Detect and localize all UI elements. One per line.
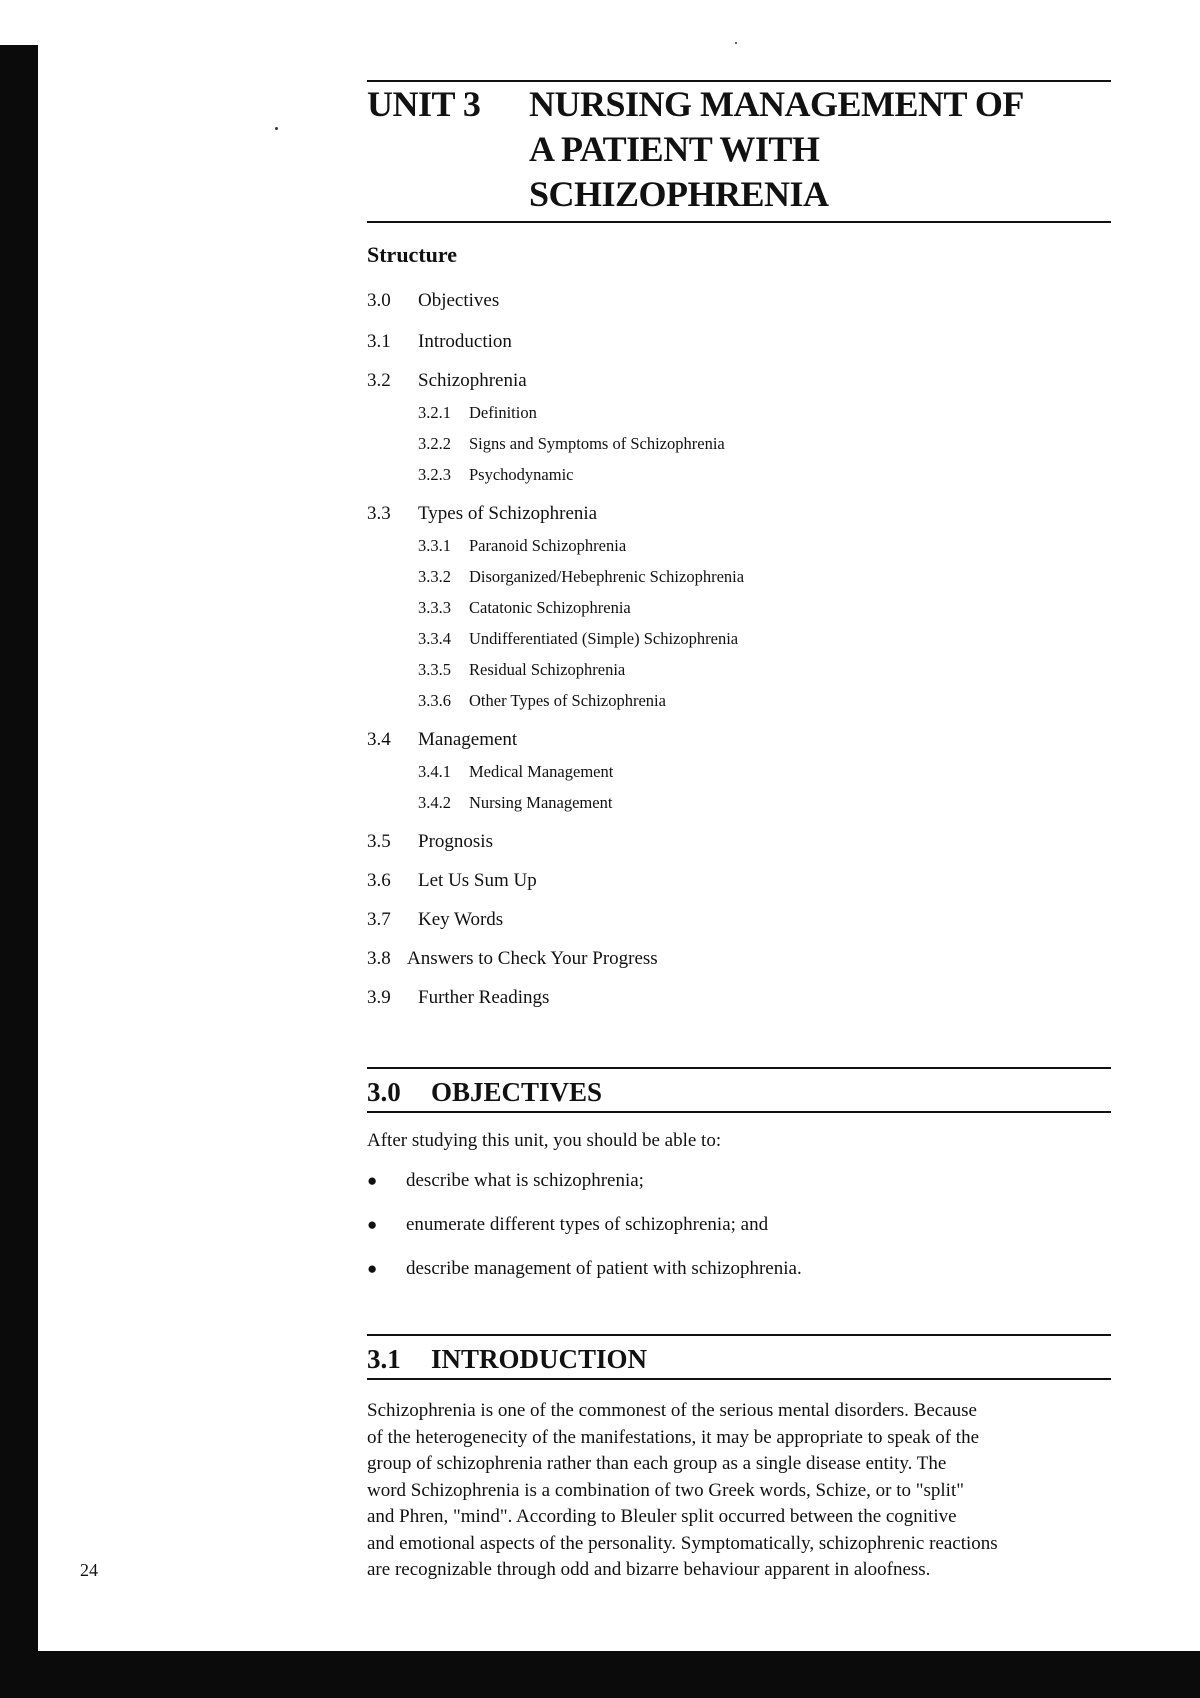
unit-header	[367, 80, 1111, 223]
toc-subentry	[367, 691, 1067, 722]
paragraph-line: are recognizable through odd and bizarre behaviour apparent in aloofness.	[367, 1559, 931, 1580]
paragraph-line: and emotional aspects of the personality. Symptomatically, schizophrenic reactions	[367, 1532, 998, 1554]
unit-title-line: SCHIZOPHRENIA	[529, 174, 829, 214]
toc-entry	[367, 948, 1067, 987]
toc-label: Prognosis	[418, 831, 493, 852]
toc-number: 3.3	[367, 503, 391, 524]
toc-label: Definition	[469, 403, 537, 422]
toc-subentry	[367, 434, 1067, 465]
introduction-paragraph	[367, 1398, 1111, 1584]
toc-label: Signs and Symptoms of Schizophrenia	[469, 434, 725, 453]
toc-label: Types of Schizophrenia	[418, 503, 598, 524]
toc-label: Objectives	[418, 290, 500, 311]
page-number: 24	[80, 1560, 98, 1580]
toc-entry	[367, 729, 1067, 762]
bullet-icon: ●	[367, 1215, 378, 1234]
toc-entry	[367, 831, 1067, 870]
paragraph-line: word Schizophrenia is a combination of two Greek words, Schize, or to "split"	[367, 1479, 964, 1501]
toc-number: 3.3.2	[418, 567, 451, 586]
toc-subentry	[367, 762, 1067, 793]
toc-label: Further Readings	[418, 987, 550, 1008]
scan-speck	[275, 127, 278, 130]
toc-subentry	[367, 629, 1067, 660]
scan-border-bottom	[0, 1651, 1200, 1698]
toc-number: 3.8	[367, 948, 391, 969]
toc-entry	[367, 290, 1067, 331]
toc-label: Management	[418, 729, 518, 750]
section-number: 3.0	[367, 1077, 401, 1107]
toc-label: Residual Schizophrenia	[469, 660, 626, 679]
toc-label: Nursing Management	[469, 793, 613, 812]
section-title: OBJECTIVES	[431, 1077, 603, 1107]
paragraph-line: Schizophrenia is one of the commonest of the serious mental disorders. Because	[367, 1400, 977, 1421]
toc-entry	[367, 370, 1067, 403]
toc-subentry	[367, 536, 1067, 567]
toc-number: 3.1	[367, 331, 391, 352]
toc-label: Disorganized/Hebephrenic Schizophrenia	[469, 567, 745, 586]
toc-label: Undifferentiated (Simple) Schizophrenia	[469, 629, 739, 648]
toc-label: Psychodynamic	[469, 465, 574, 484]
toc-subentry	[367, 660, 1067, 691]
section-number: 3.1	[367, 1344, 401, 1374]
toc-number: 3.3.6	[418, 691, 451, 710]
list-item-text: enumerate different types of schizophrenia; and	[406, 1214, 769, 1235]
toc-number: 3.0	[367, 290, 391, 311]
toc-label: Paranoid Schizophrenia	[469, 536, 627, 555]
list-item	[367, 1170, 1111, 1214]
objectives-intro: After studying this unit, you should be able to:	[367, 1130, 722, 1151]
unit-number: UNIT 3	[367, 84, 481, 124]
toc-number: 3.3.4	[418, 629, 451, 648]
toc-label: Schizophrenia	[418, 370, 527, 391]
toc-number: 3.5	[367, 831, 391, 852]
toc-subentry	[367, 598, 1067, 629]
paragraph-line: group of schizophrenia rather than each group as a single disease entity. The	[367, 1453, 947, 1474]
toc-label: Medical Management	[469, 762, 614, 781]
structure-heading: Structure	[367, 242, 458, 267]
toc-entry	[367, 870, 1067, 909]
toc-number: 3.2.3	[418, 465, 451, 484]
toc-number: 3.2.1	[418, 403, 451, 422]
header-rule-bottom	[367, 221, 1111, 223]
objectives-list	[367, 1170, 1111, 1302]
section-title: INTRODUCTION	[431, 1344, 648, 1374]
table-of-contents	[367, 290, 1067, 1026]
unit-title-line: NURSING MANAGEMENT OF	[529, 84, 1024, 124]
bullet-icon: ●	[367, 1259, 378, 1278]
toc-label: Let Us Sum Up	[418, 870, 537, 891]
toc-number: 3.7	[367, 909, 391, 930]
toc-number: 3.6	[367, 870, 391, 891]
section-rule-bottom	[367, 1111, 1111, 1113]
objectives-heading	[367, 1067, 1111, 1113]
toc-number: 3.2	[367, 370, 391, 391]
toc-number: 3.4.1	[418, 762, 451, 781]
toc-number: 3.3.3	[418, 598, 451, 617]
list-item	[367, 1214, 1111, 1258]
bullet-icon: ●	[367, 1171, 378, 1190]
paragraph-line: of the heterogenecity of the manifestations, it may be appropriate to speak of the	[367, 1426, 980, 1448]
toc-entry	[367, 331, 1067, 370]
toc-subentry	[367, 567, 1067, 598]
toc-entry	[367, 503, 1067, 536]
toc-number: 3.4	[367, 729, 391, 750]
toc-entry	[367, 909, 1067, 948]
toc-subentry	[367, 403, 1067, 434]
section-rule-bottom	[367, 1378, 1111, 1380]
toc-number: 3.9	[367, 987, 391, 1008]
toc-label: Answers to Check Your Progress	[407, 948, 658, 969]
introduction-heading	[367, 1334, 1111, 1380]
scan-speck	[735, 42, 737, 44]
toc-number: 3.2.2	[418, 434, 451, 453]
toc-label: Introduction	[418, 331, 512, 352]
toc-label: Key Words	[418, 909, 504, 930]
toc-number: 3.4.2	[418, 793, 451, 812]
list-item-text: describe what is schizophrenia;	[406, 1170, 644, 1191]
toc-number: 3.3.1	[418, 536, 451, 555]
toc-subentry	[367, 793, 1067, 824]
unit-title	[367, 82, 1111, 217]
toc-entry	[367, 987, 1067, 1026]
toc-subentry	[367, 465, 1067, 496]
toc-number: 3.3.5	[418, 660, 451, 679]
list-item-text: describe management of patient with schizophrenia.	[406, 1258, 802, 1279]
scan-border-left	[0, 45, 38, 1698]
list-item	[367, 1258, 1111, 1302]
paragraph-line: and Phren, "mind". According to Bleuler split occurred between the cognitive	[367, 1506, 957, 1527]
toc-label: Other Types of Schizophrenia	[469, 691, 666, 710]
toc-label: Catatonic Schizophrenia	[469, 598, 631, 617]
unit-title-line: A PATIENT WITH	[529, 129, 820, 169]
